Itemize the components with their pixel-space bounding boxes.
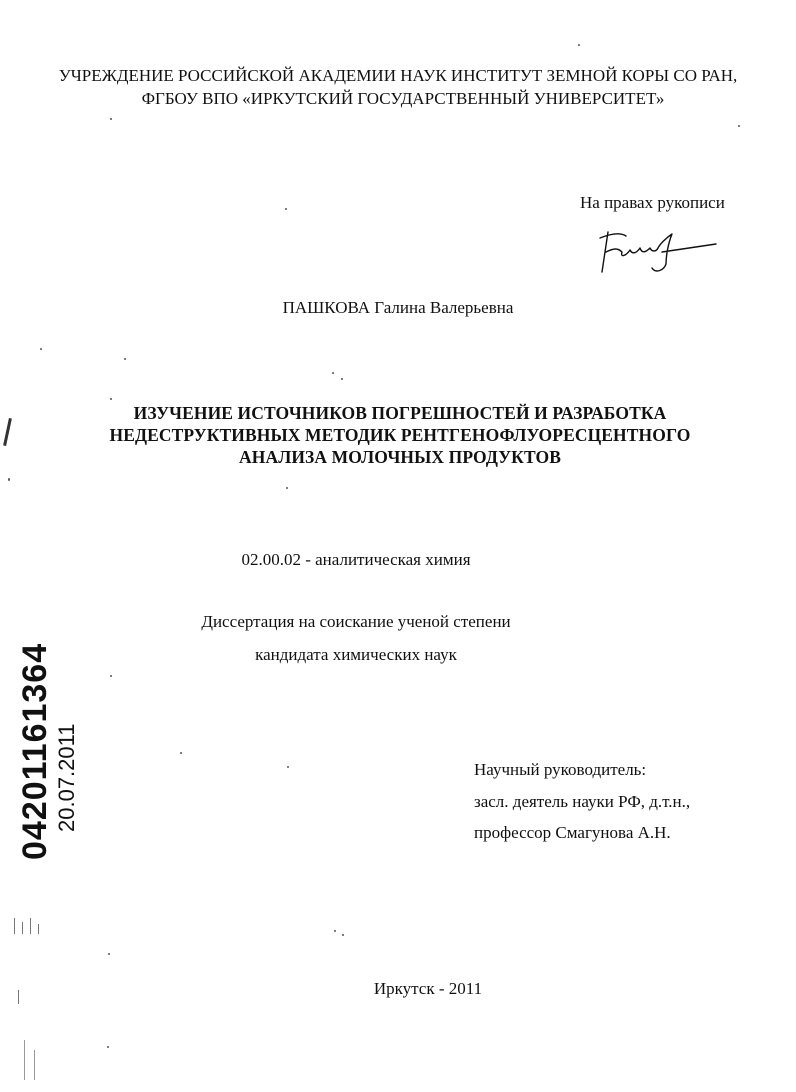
author-name: ПАШКОВА Галина Валерьевна (282, 298, 514, 317)
supervisor-label: Научный руководитель: (474, 760, 647, 779)
signature-image (596, 218, 726, 278)
degree-line-2: кандидата химических наук (255, 645, 457, 664)
title-line-1: ИЗУЧЕНИЕ ИСТОЧНИКОВ ПОГРЕШНОСТЕЙ И РАЗРАБОТКА (133, 403, 667, 423)
stamp-number: 04201161364 (16, 642, 54, 860)
specialty: 02.00.02 - аналитическая химия (241, 550, 471, 569)
supervisor-name: профессор Смагунова А.Н. (474, 823, 671, 842)
institution-line-1: УЧРЕЖДЕНИЕ РОССИЙСКОЙ АКАДЕМИИ НАУК ИНСТИТУТ ЗЕМНОЙ КОРЫ СО РАН, (58, 66, 738, 85)
title-line-2: НЕДЕСТРУКТИВНЫХ МЕТОДИК РЕНТГЕНОФЛУОРЕСЦЕНТНОГО (109, 425, 691, 445)
city-year: Иркутск - 2011 (373, 979, 483, 998)
stamp-date: 20.07.2011 (54, 723, 79, 832)
manuscript-note: На правах рукописи (580, 193, 725, 212)
supervisor-title: засл. деятель науки РФ, д.т.н., (474, 792, 691, 811)
title-line-3: АНАЛИЗА МОЛОЧНЫХ ПРОДУКТОВ (239, 447, 561, 467)
institution-line-2: ФГБОУ ВПО «ИРКУТСКИЙ ГОСУДАРСТВЕННЫЙ УНИВЕРСИТЕТ» (141, 89, 665, 108)
degree-line-1: Диссертация на соискание ученой степени (201, 612, 511, 631)
